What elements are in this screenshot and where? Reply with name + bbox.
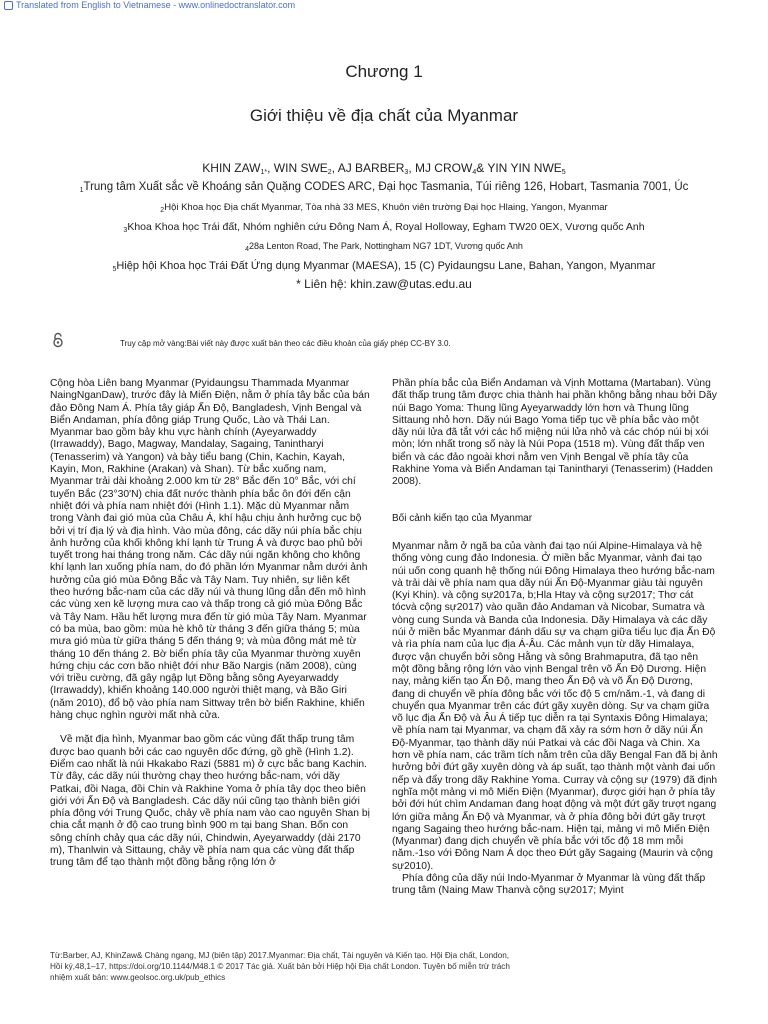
open-access-notice: Truy cập mở vàng:Bài viết này được xuất bản theo các điều khoản của giấy phép CC-BY 3.0. <box>120 339 451 348</box>
affiliation-1 <box>0 181 768 193</box>
affiliation-number: 2 <box>160 207 165 214</box>
affiliation-text: Trung tâm Xuất sắc về Khoáng sản Quặng CODES ARC, Đại học Tasmania, Túi riêng 126, Hobart, Tasmania 7001, Úc <box>83 181 689 193</box>
chapter-heading: Chương 1 <box>345 62 423 81</box>
right-text-column <box>392 378 718 898</box>
author-affiliation-mark: 5 <box>561 169 566 176</box>
affiliation-text: Khoa Khoa học Trái đất, Nhóm nghiên cứu Đông Nam Á, Royal Holloway, Egham TW20 0EX, Vương quốc Anh <box>127 221 645 233</box>
paper-title: Giới thiệu về địa chất của Myanmar <box>249 106 519 125</box>
affiliation-number: 1 <box>79 187 84 194</box>
author-name: , AJ BARBER <box>331 161 405 175</box>
body-paragraph: Cộng hòa Liên bang Myanmar (Pyidaungsu Thammada Myanmar NaingNganDaw), trước đây là Miến Điện, nằm ở phía tây bắc của bán đảo Đông Nam Á. Phía tây giáp Ấn Độ, Bangladesh, Vịnh Bengal và Biển Andaman, phía đông giáp Trung Quốc, Lào và Thái Lan. Myanmar bao gồm bảy khu vực hành chính (Ayeyarwaddy (Irrawaddy), Bago, Magway, Mandalay, Sagaing, Tanintharyi (Tenasserim) và Yangon) và bảy tiểu bang (Chin, Kachin, Kayah, Kayin, Mon, Rakhine (Arakan) và Shan). Từ bắc xuống nam, Myanmar trải dài khoảng 2.000 km từ 28° Bắc đến 10° Bắc, với chí tuyến Bắc (23°30'N) chia đất nước thành phía bắc ôn đới đến cận nhiệt đới và phía nam nhiệt đới (Hình 1.1). Mặc dù Myanmar nằm trong Vành đai gió mùa của Châu Á, khí hậu chịu ảnh hưởng cục bộ bởi vị trí địa lý và địa hình. Vào mùa đông, các dãy núi phía bắc chịu ảnh hưởng của khối không khí lạnh từ Trung Á và được bao phủ bởi tuyết trong hai tháng trong năm. Các dãy núi ngăn không cho không khí lạnh lan xuống phía nam, do đó phần lớn Myanmar nằm dưới ảnh hưởng của gió mùa Đông Bắc và Tây Nam. Tuy nhiên, sự liên kết theo hướng bắc-nam của các dãy núi và thung lũng dẫn đến mô hình các vùng xen kẽ lượng mưa cao và thấp trong cả gió mùa Đông Bắc và Tây Nam. Hầu hết lượng mưa đến từ gió mùa Tây Nam. Myanmar có ba mùa, bao gồm: mùa hè khô từ tháng 3 đến giữa tháng 5; mùa mưa gió mùa từ giữa tháng 5 đến tháng 9; và mùa đông mát mẻ từ tháng 10 đến tháng 2. Bờ biển phía tây của Myanmar thường xuyên hứng chịu các cơn bão nhiệt đới như Bão Nargis (năm 2008), cùng với triều cường, đã gây ngập lụt Đồng bằng sông Ayeyarwaddy (Irrawaddy), khiến khoảng 140.000 người thiệt mạng, và Bão Giri (năm 2010), đổ bộ vào phía nam Sittway trên bờ biển Rakhine, khiến hàng chục nghìn người mất nhà cửa. <box>50 378 370 722</box>
affiliation-text: Hiệp hội Khoa học Trái Đất Ứng dụng Myanmar (MAESA), 15 (C) Pyidaungsu Lane, Bahan, Yangon, Myanmar <box>116 260 656 272</box>
translation-watermark[interactable] <box>4 0 295 10</box>
author-affiliation-mark: 2 <box>327 169 332 176</box>
affiliation-5 <box>0 260 768 272</box>
author-affiliation-mark: 4 <box>472 169 477 176</box>
watermark-text[interactable]: Translated from English to Vietnamese - www.onlinedoctranslator.com <box>16 0 296 10</box>
affiliation-text: 28a Lenton Road, The Park, Nottingham NG7 1DT, Vương quốc Anh <box>248 241 523 251</box>
body-paragraph: Myanmar nằm ở ngã ba của vành đai tạo núi Alpine-Himalaya và hệ thống vòng cung đảo Indonesia. Ở miền bắc Myanmar, vành đai tạo núi uốn cong quanh hệ thống núi Đông Himalaya theo hướng bắc-nam và trải dài về phía nam qua dãy núi Ấn Độ-Myanmar giàu tài nguyên (Kyi Khin). và cộng sự2017a, b;Hla Htay và cộng sự2017; Thơ cát tócvà cộng sự2017) vào quần đảo Andaman và Nicobar, Sumatra và vòng cung Sunda và Banda của Indonesia. Dãy Himalaya và các dãy núi ở miền bắc Myanmar đánh dấu sự va chạm giữa tiểu lục địa Ấn Độ và rìa phía nam của lục địa Á-Âu. Các mảnh vụn từ dãy Himalaya, được vận chuyển bởi sông Hằng và sông Brahmaputra, đã tạo nên một đồng bằng rộng lớn vào vịnh Bengal trên võ Ấn Độ Dương. Hiện nay, mảng kiến tạo Ấn Độ, mang theo Ấn Độ và võ Ấn Độ Dương, đang di chuyển về phía đông bắc với tốc độ 5 cm/năm.-1, và đang di chuyển qua Myanmar trên các đứt gãy xuyên dòng. Sự va chạm giữa võ lục địa Ấn Độ và Âu Á tiếp tục diễn ra tại Syntaxis Đông Himalaya; về phía nam tại Myanmar, va chạm đã xảy ra sớm hơn ở dãy núi Ấn Độ-Myanmar, tạo thành dãy núi Patkai và các đồi Naga và Chin. Xa hơn về phía nam, các trầm tích nằm trên của dãy Bengal Fan đã bị ảnh hưởng bởi đứt gãy xuyên dòng và áp suất, tạo thành một vành đai uốn nếp và đẩy trong dãy Rakhine Yoma. Curray và cộng sự (1979) đã định nghĩa một mảng vi mô Miến Điện (Myanmar), được giới hạn ở phía tây bởi đới hút chìm Andaman đang hoạt động và một đứt gãy trượt ngang lớn giữa mảng Ấn Độ và Myanmar, và ở phía đông bởi đứt gãy trượt ngang Sagaing theo hướng bắc-nam. Hiện tại, mảng vi mô Miến Điện (Myanmar) đang dịch chuyển về phía bắc với tốc độ 18 mm mỗi năm.-1so với Đông Nam Á dọc theo Đứt gãy Sagaing (Maurin và cộng sự2010). <box>392 540 718 872</box>
author-name: , MJ CROW <box>408 161 473 175</box>
affiliation-number: 5 <box>112 266 117 273</box>
author-list <box>0 161 768 175</box>
author-affiliation-mark: 3 <box>404 169 409 176</box>
translator-logo-icon <box>4 1 13 10</box>
author-affiliation-mark: 1* <box>260 169 268 176</box>
affiliation-4 <box>0 241 768 251</box>
affiliation-2 <box>0 202 768 213</box>
section-heading: Bối cảnh kiến tạo của Myanmar <box>392 512 533 524</box>
body-paragraph: Phần phía bắc của Biển Andaman và Vịnh Mottama (Martaban). Vùng đất thấp trung tâm được chia thành hai phần không bằng nhau bởi Dãy núi Bago Yoma: Thung lũng Ayeyarwaddy lớn hơn và Thung lũng Sittaung nhỏ hơn. Dãy núi Bago Yoma tiếp tục về phía bắc vào một dãy núi lửa đã tắt với các hố miệng núi lửa nhỏ và các chóp núi bị xói mòn; lớn nhất trong số này là Núi Popa (1518 m). Vùng đất thấp ven biển và các đảo ngoài khơi nằm ven Vịnh Bengal về phía tây của Rakhine Yoma và Biển Andaman tại Tanintharyi (Tenasserim) (Hadden 2008). <box>392 378 717 488</box>
affiliation-text: Hội Khoa học Địa chất Myanmar, Tòa nhà 33 MES, Khuôn viên trường Đại học Hlaing, Yangon, Myanmar <box>164 202 608 213</box>
author-name: KHIN ZAW <box>202 161 261 175</box>
left-text-column <box>50 378 372 870</box>
body-paragraph: Phía đông của dãy núi Indo-Myanmar ở Myanmar là vùng đất thấp trung tâm (Naing Maw Thanvà cộng sự2017; Myint <box>392 872 706 897</box>
citation-footer: Từ:Barber, AJ, KhinZaw& Chàng ngang, MJ (biên tập) 2017.Myanmar: Địa chất, Tài nguyên và Kiến tạo. Hội Địa chất, London, Hồi ký,48,1–17, https://doi.org/10.1144/M48.1 © 2017 Tác giả. Xuất bản bởi Hiệp hội Địa chất London. Tuyên bố miễn trừ trách nhiệm xuất bản: www.geolsoc.org.uk/pub_ethics <box>50 951 510 982</box>
affiliation-3 <box>0 221 768 233</box>
author-name: & YIN YIN NWE <box>476 161 562 175</box>
affiliation-number: 4 <box>245 246 249 253</box>
affiliation-number: 3 <box>123 227 128 234</box>
open-access-lock-icon <box>51 332 65 348</box>
body-paragraph: Về mặt địa hình, Myanmar bao gồm các vùng đất thấp trung tâm được bao quanh bởi các cao nguyên dốc đứng, gồ ghề (Hình 1.2). Điểm cao nhất là núi Hkakabo Razi (5881 m) ở cực bắc bang Kachin. Từ đây, các dãy núi thường chạy theo hướng bắc-nam, với dãy Patkai, đồi Naga, đồi Chin và Rakhine Yoma ở phía tây dọc theo biên giới với Ấn Độ và Bangladesh. Các dãy núi cũng tạo thành biên giới phía đông với Trung Quốc, chảy về phía nam vào cao nguyên Shan bị chia cắt mạnh ở độ cao trung bình 900 m tại bang Shan. Bốn con sông chính chảy qua các dãy núi, Chindwin, Ayeyarwaddy (dài 2170 m), Thanlwin và Sittaung, chảy về phía nam qua các vùng đất thấp trung tâm để tạo thành một đồng bằng rộng lớn ở <box>50 734 370 869</box>
corresponding-author-contact[interactable]: * Liên hệ: khin.zaw@utas.edu.au <box>296 277 472 291</box>
author-name: , WIN SWE <box>267 161 328 175</box>
